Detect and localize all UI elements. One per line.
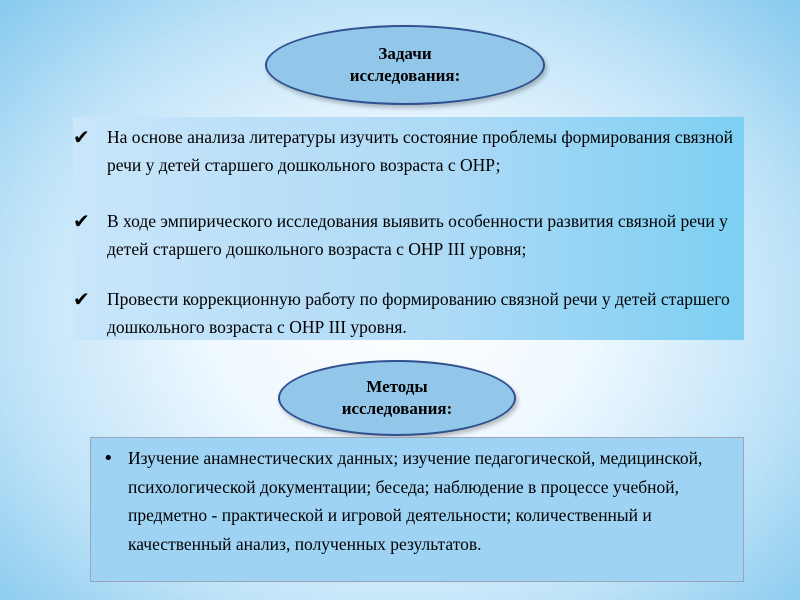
methods-text: Изучение анамнестических данных; изучение педагогической, медицинской, психологической документации; беседа; наблюдение в процессе учебной, предметно - практической и игровой деятельности; количественный и качественный анализ, полученных результатов.: [128, 448, 703, 554]
tasks-panel: [73, 117, 744, 340]
check-mark-icon: ✔: [73, 125, 90, 149]
tasks-heading-oval: [265, 25, 545, 105]
methods-heading: Методы исследования:: [341, 377, 453, 418]
tasks-heading: Задачи исследования:: [349, 44, 461, 85]
task-text: На основе анализа литературы изучить состояние проблемы формирования связной речи у детей старшего дошкольного возраста с ОНР;: [107, 127, 734, 175]
methods-panel: [90, 437, 744, 582]
task-text: Провести коррекционную работу по формированию связной речи у детей старшего дошкольного возраста с ОНР III уровня.: [107, 289, 730, 337]
task-text: В ходе эмпирического исследования выявить особенности развития связной речи у детей старшего дошкольного возраста с ОНР III уровня;: [107, 211, 728, 259]
methods-heading-oval: [278, 360, 516, 436]
bullet-icon: •: [103, 448, 114, 469]
check-mark-icon: ✔: [73, 209, 90, 233]
check-mark-icon: ✔: [73, 287, 90, 311]
